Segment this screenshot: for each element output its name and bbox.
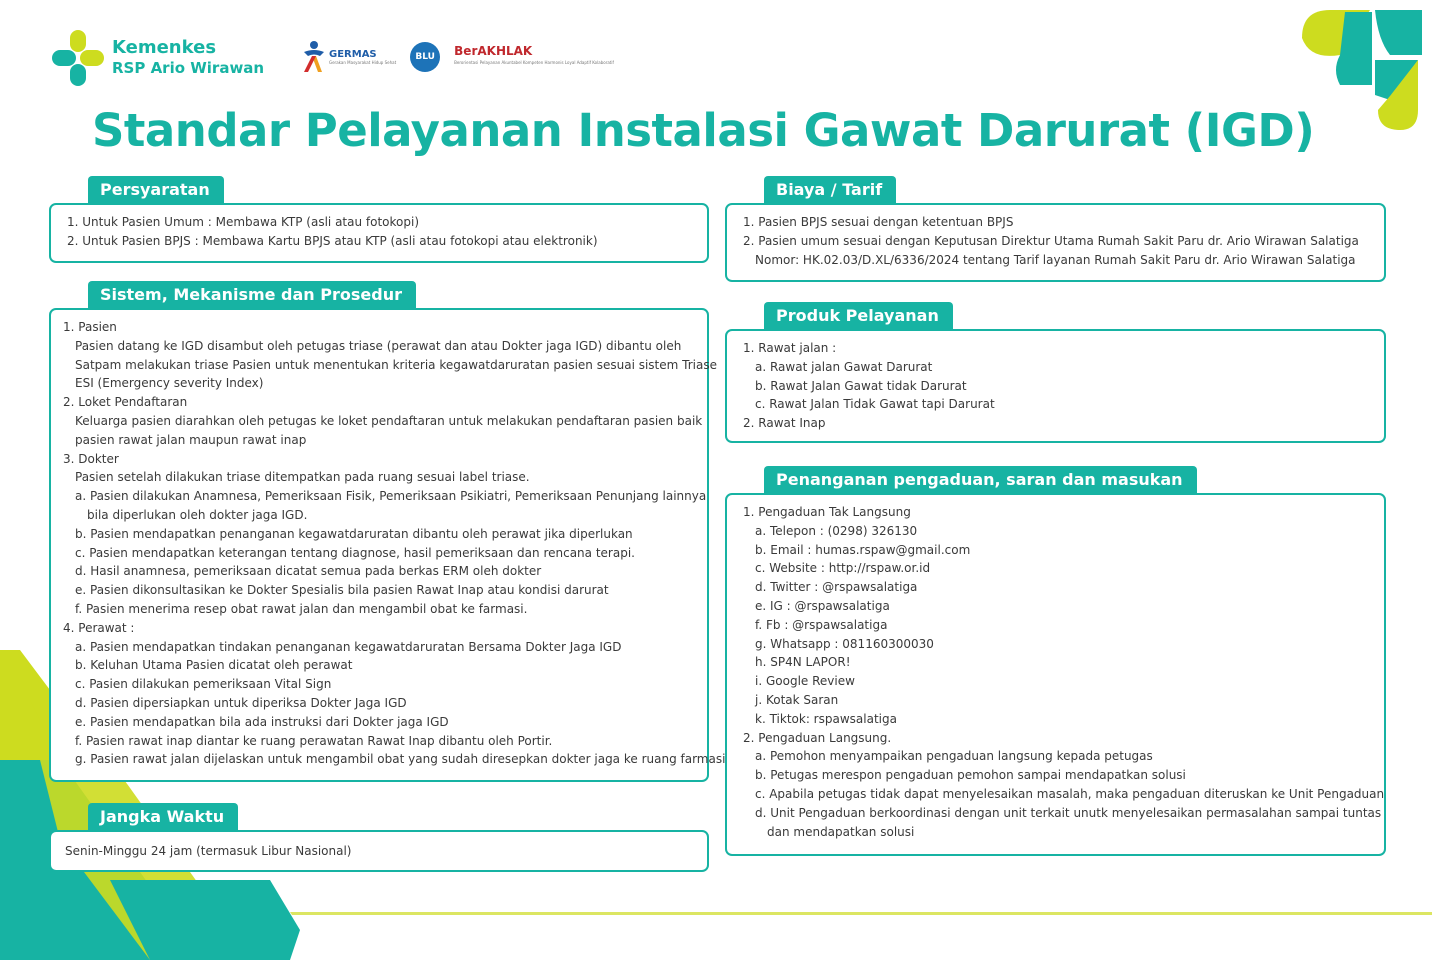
- pengaduan-line: f. Fb : @rspawsalatiga: [755, 617, 888, 632]
- pengaduan-line: j. Kotak Saran: [755, 692, 839, 707]
- logo-kemenkes-text: Kemenkes: [112, 37, 217, 58]
- pengaduan-line: a. Pemohon menyampaikan pengaduan langsung kepada petugas: [755, 749, 1153, 764]
- sistem-line: d. Pasien dipersiapkan untuk diperiksa Dokter Jaga IGD: [75, 695, 407, 710]
- persyaratan-box: [49, 203, 709, 263]
- kemenkes-logo: [52, 30, 264, 86]
- sistem-line: bila diperlukan oleh dokter jaga IGD.: [87, 507, 308, 522]
- sistem-line: Satpam melakukan triase Pasien untuk menentukan kriteria kegawatdaruratan pasien sesuai sistem Triase: [75, 357, 717, 372]
- sistem-line: c. Pasien mendapatkan keterangan tentang diagnose, hasil pemeriksaan dan rencana terapi.: [75, 545, 635, 560]
- page-title: Standar Pelayanan Instalasi Gawat Darurat (IGD): [92, 104, 1315, 157]
- persyaratan-item: 2. Untuk Pasien BPJS : Membawa Kartu BPJS atau KTP (asli atau fotokopi atau elektronik): [67, 233, 598, 248]
- sistem-box: [49, 308, 726, 782]
- jangka-line: Senin-Minggu 24 jam (termasuk Libur Nasional): [65, 844, 352, 858]
- sistem-line: Keluarga pasien diarahkan oleh petugas ke loket pendaftaran untuk melakukan pendaftaran pasien baik: [75, 413, 703, 428]
- sistem-line: a. Pasien dilakukan Anamnesa, Pemeriksaan Fisik, Pemeriksaan Psikiatri, Pemeriksaan Penunjang lainnya: [75, 489, 707, 504]
- sistem-line: ESI (Emergency severity Index): [75, 376, 264, 391]
- sistem-line: 4. Perawat :: [63, 620, 135, 635]
- biaya-box: [725, 203, 1386, 282]
- produk-heading: Produk Pelayanan: [764, 302, 953, 329]
- produk-box: [725, 329, 1386, 443]
- sistem-heading: Sistem, Mekanisme dan Prosedur: [88, 281, 416, 308]
- biaya-line: 1. Pasien BPJS sesuai dengan ketentuan BPJS: [743, 215, 1014, 229]
- sistem-line: pasien rawat jalan maupun rawat inap: [75, 432, 307, 447]
- produk-line: c. Rawat Jalan Tidak Gawat tapi Darurat: [755, 397, 995, 412]
- sistem-line: e. Pasien mendapatkan bila ada instruksi dari Dokter jaga IGD: [75, 714, 449, 729]
- germas-figure-icon: [300, 40, 326, 74]
- berakhlak-subtext: Berorientasi Pelayanan Akuntabel Kompeten Harmonis Loyal Adaptif Kolaboratif: [454, 60, 614, 65]
- sistem-line: Pasien setelah dilakukan triase ditempatkan pada ruang sesuai label triase.: [75, 470, 530, 485]
- pengaduan-box: [725, 493, 1386, 856]
- sistem-line: c. Pasien dilakukan pemeriksaan Vital Sign: [75, 677, 332, 692]
- sistem-line: Pasien datang ke IGD disambut oleh petugas triase (perawat dan atau Dokter jaga IGD) dibantu oleh: [75, 338, 682, 353]
- sistem-line: g. Pasien rawat jalan dijelaskan untuk mengambil obat yang sudah diresepkan dokter jaga ke ruang farmasi: [75, 752, 726, 767]
- persyaratan-item: 1. Untuk Pasien Umum : Membawa KTP (asli atau fotokopi): [67, 215, 420, 229]
- pengaduan-line: d. Unit Pengaduan berkoordinasi dengan unit terkait unutk menyelesaikan permasalahan sampai tuntas: [755, 805, 1382, 820]
- persyaratan-heading: Persyaratan: [88, 176, 224, 203]
- produk-line: 2. Rawat Inap: [743, 416, 826, 431]
- sistem-line: f. Pasien menerima resep obat rawat jalan dan mengambil obat ke farmasi.: [75, 601, 528, 616]
- jangka-box: [49, 830, 709, 872]
- produk-line: a. Rawat jalan Gawat Darurat: [755, 359, 933, 374]
- berakhlak-text: BerAKHLAK: [454, 44, 533, 58]
- pengaduan-line: b. Petugas merespon pengaduan pemohon sampai mendapatkan solusi: [755, 768, 1186, 783]
- pengaduan-line: c. Website : http://rspaw.or.id: [755, 561, 931, 576]
- pengaduan-line: 2. Pengaduan Langsung.: [743, 730, 892, 745]
- pengaduan-line: c. Apabila petugas tidak dapat menyelesaikan masalah, maka pengaduan diteruskan ke Unit Pengaduan: [755, 786, 1385, 801]
- pengaduan-line: a. Telepon : (0298) 326130: [755, 523, 918, 538]
- pengaduan-line: d. Twitter : @rspawsalatiga: [755, 580, 918, 595]
- biaya-line: Nomor: HK.02.03/D.XL/6336/2024 tentang Tarif layanan Rumah Sakit Paru dr. Ario Wirawan Salatiga: [755, 252, 1356, 267]
- jangka-heading: Jangka Waktu: [88, 803, 238, 830]
- sistem-line: 2. Loket Pendaftaran: [63, 395, 188, 410]
- germas-subtext: Gerakan Masyarakat Hidup Sehat: [329, 60, 397, 65]
- germas-logo: [300, 40, 396, 74]
- produk-line: b. Rawat Jalan Gawat tidak Darurat: [755, 378, 967, 393]
- sistem-line: f. Pasien rawat inap diantar ke ruang perawatan Rawat Inap dibantu oleh Portir.: [75, 733, 553, 748]
- pengaduan-line: g. Whatsapp : 081160300030: [755, 636, 934, 651]
- logo-hospital-name: RSP Ario Wirawan: [112, 59, 265, 77]
- pengaduan-line: h. SP4N LAPOR!: [755, 655, 851, 670]
- sistem-line: a. Pasien mendapatkan tindakan penanganan kegawatdaruratan Bersama Dokter Jaga IGD: [75, 639, 622, 654]
- pengaduan-line: 1. Pengaduan Tak Langsung: [743, 505, 911, 519]
- kemenkes-cross-icon: [52, 30, 104, 86]
- pengaduan-line: dan mendapatkan solusi: [767, 824, 915, 839]
- blu-logo: BLU: [410, 42, 440, 72]
- berakhlak-logo: [454, 45, 614, 69]
- sistem-line: 3. Dokter: [63, 451, 119, 466]
- pengaduan-line: k. Tiktok: rspawsalatiga: [755, 711, 897, 726]
- pengaduan-heading: Penanganan pengaduan, saran dan masukan: [764, 466, 1197, 493]
- sistem-line: e. Pasien dikonsultasikan ke Dokter Spesialis bila pasien Rawat Inap atau kondisi darurat: [75, 583, 609, 598]
- germas-text: GERMAS: [329, 49, 377, 60]
- partner-logos: [300, 40, 614, 74]
- sistem-line: d. Hasil anamnesa, pemeriksaan dicatat semua pada berkas ERM oleh dokter: [75, 564, 542, 579]
- pengaduan-line: e. IG : @rspawsalatiga: [755, 598, 890, 613]
- sistem-line: b. Keluhan Utama Pasien dicatat oleh perawat: [75, 658, 353, 673]
- pengaduan-line: i. Google Review: [755, 674, 855, 689]
- biaya-line: 2. Pasien umum sesuai dengan Keputusan Direktur Utama Rumah Sakit Paru dr. Ario Wirawan Salatiga: [743, 233, 1359, 248]
- sistem-line: 1. Pasien: [63, 320, 117, 334]
- pengaduan-line: b. Email : humas.rspaw@gmail.com: [755, 542, 971, 557]
- sistem-line: b. Pasien mendapatkan penanganan kegawatdaruratan dibantu oleh perawat jika diperlukan: [75, 526, 633, 541]
- biaya-heading: Biaya / Tarif: [764, 176, 896, 203]
- produk-line: 1. Rawat jalan :: [743, 341, 837, 355]
